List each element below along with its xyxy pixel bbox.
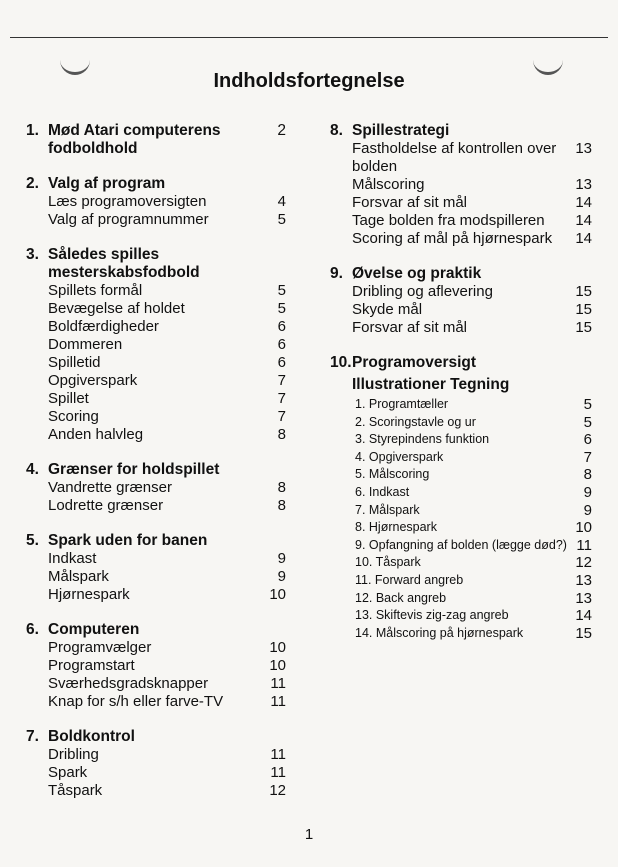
illustration-text: 12. Back angreb (355, 590, 447, 605)
entry-text: Forsvar af sit mål (352, 319, 468, 336)
toc-entry (26, 300, 286, 318)
entry-page: 9 (277, 568, 286, 585)
toc-section (26, 532, 286, 604)
illustration-text: 3. Styrepindens funktion (355, 432, 490, 447)
toc-section (330, 354, 592, 642)
entry-page: 4 (277, 193, 286, 210)
illustration-text: 2. Scoringstavle og ur (355, 414, 476, 429)
toc-entry (26, 211, 286, 229)
section-number: 8. (330, 122, 343, 139)
section-number: 5. (26, 532, 39, 549)
entry-page: 9 (277, 550, 286, 567)
entry-page: 7 (277, 408, 286, 425)
entry-text: Spark (48, 764, 88, 781)
illustration-page: 12 (575, 554, 592, 572)
entry-text: Indkast (48, 550, 97, 567)
entry-page: 11 (270, 746, 286, 763)
entry-page: 7 (277, 372, 286, 389)
illustration-page: 10 (575, 519, 592, 537)
illustration-text: 8. Hjørnespark (355, 520, 437, 535)
toc-section (26, 728, 286, 800)
section-page (568, 354, 592, 372)
illustration-page: 5 (583, 396, 592, 413)
illustration-page: 15 (575, 624, 592, 642)
toc-section (26, 246, 286, 444)
toc-entry (26, 586, 286, 604)
section-page (262, 621, 286, 639)
entry-page: 12 (269, 782, 286, 799)
entry-text: Programstart (48, 657, 135, 674)
toc-entry (26, 550, 286, 568)
toc-section (26, 461, 286, 515)
section-page (262, 728, 286, 746)
toc-entry (26, 782, 286, 800)
entry-page: 15 (575, 283, 592, 300)
entry-page: 6 (277, 336, 286, 353)
section-heading (26, 728, 286, 746)
section-heading (26, 532, 286, 550)
toc-entry (26, 639, 286, 657)
illustration-text: 4. Opgiverspark (355, 449, 444, 464)
entry-text: Skyde mål (352, 301, 423, 318)
illustration-entry (330, 519, 592, 537)
entry-text: Spilletid (48, 354, 101, 371)
section-heading (26, 122, 286, 158)
toc-entry (330, 230, 592, 248)
section-number: 4. (26, 461, 39, 478)
entry-text: Knap for s/h eller farve-TV (48, 693, 224, 710)
entry-text: Sværhedsgradsknapper (48, 675, 209, 692)
toc-entry (330, 301, 592, 319)
section-title: Således spilles mesterskabsfodbold (48, 246, 200, 281)
illustration-text: 9. Opfangning af bolden (lægge død?) (355, 537, 567, 552)
entry-page: 7 (277, 390, 286, 407)
illustration-page: 5 (583, 413, 592, 431)
illustration-page: 13 (575, 589, 592, 607)
toc-entry (330, 194, 592, 212)
section-number: 3. (26, 246, 39, 263)
illustration-entry (330, 414, 592, 432)
illustration-text: 10. Tåspark (355, 555, 421, 570)
entry-page: 11 (270, 693, 286, 710)
entry-page: 13 (575, 176, 592, 193)
toc-entry (26, 408, 286, 426)
illustrations-title: Illustrationer Tegning (352, 376, 510, 393)
entry-page: 13 (575, 140, 592, 157)
toc-section (26, 621, 286, 711)
entry-text: Lodrette grænser (48, 497, 164, 514)
illustration-entry (330, 484, 592, 502)
illustration-text: 7. Målspark (355, 502, 420, 517)
illustrations-heading (330, 376, 592, 394)
illustration-entry (330, 537, 592, 555)
entry-text: Opgiverspark (48, 372, 138, 389)
illustration-page: 13 (575, 571, 592, 589)
section-number: 7. (26, 728, 39, 745)
section-page (568, 122, 592, 140)
entry-text: Læs programoversigten (48, 193, 207, 210)
section-title: Grænser for holdspillet (48, 461, 220, 478)
toc-entry (26, 675, 286, 693)
section-number: 2. (26, 175, 39, 192)
entry-page: 10 (269, 657, 286, 674)
toc-entry (26, 568, 286, 586)
section-title: Øvelse og praktik (352, 265, 482, 282)
entry-page: 6 (277, 318, 286, 335)
toc-entry (26, 336, 286, 354)
illustrations-list (330, 396, 592, 642)
entry-page: 8 (277, 426, 286, 443)
section-number: 10. (330, 354, 352, 371)
illustration-page: 9 (583, 501, 592, 519)
entry-text: Målspark (48, 568, 109, 585)
section-title: Spark uden for banen (48, 532, 208, 549)
toc-entry (26, 479, 286, 497)
toc-entry (26, 318, 286, 336)
entry-text: Forsvar af sit mål (352, 194, 468, 211)
entry-text: Scoring (48, 408, 99, 425)
entry-page: 5 (277, 211, 286, 228)
entry-text: Målscoring (352, 176, 425, 193)
entry-text: Boldfærdigheder (48, 318, 159, 335)
illustration-text: 14. Målscoring på hjørnespark (355, 625, 524, 640)
toc-section (26, 122, 286, 158)
entry-page: 5 (277, 300, 286, 317)
entry-page: 14 (575, 194, 592, 211)
illustration-text: 13. Skiftevis zig-zag angreb (355, 608, 509, 623)
section-title: Boldkontrol (48, 728, 135, 745)
entry-page: 6 (277, 354, 286, 371)
entry-page: 10 (269, 639, 286, 656)
illustration-entry (330, 590, 592, 608)
entry-text: Dribling og aflevering (352, 283, 493, 300)
toc-entry (26, 497, 286, 515)
section-heading (26, 621, 286, 639)
section-heading (330, 122, 592, 140)
entry-page: 14 (575, 230, 592, 247)
entry-page: 8 (277, 479, 286, 496)
illustration-entry (330, 607, 592, 625)
entry-page: 10 (269, 586, 286, 603)
illustration-page: 14 (575, 607, 592, 625)
section-title: Programoversigt (352, 354, 477, 371)
entry-text: Dribling (48, 746, 99, 763)
toc-entry (330, 319, 592, 337)
illustration-page: 7 (583, 448, 592, 466)
page-number: 1 (304, 826, 314, 843)
toc-section (330, 122, 592, 248)
section-page (568, 265, 592, 283)
entry-text: Fastholdelse af kontrollen over bolden (352, 140, 557, 175)
toc-entry (26, 693, 286, 711)
section-heading (26, 246, 286, 282)
entry-text: Dommeren (48, 336, 123, 353)
entry-text: Spillet (48, 390, 89, 407)
illustration-page: 8 (583, 466, 592, 484)
section-page (262, 246, 286, 282)
toc-entry (330, 176, 592, 194)
entry-text: Bevægelse af holdet (48, 300, 185, 317)
toc-entry (26, 657, 286, 675)
entry-text: Vandrette grænser (48, 479, 172, 496)
entry-page: 15 (575, 319, 592, 336)
toc-left-column (26, 122, 286, 817)
entry-page: 15 (575, 301, 592, 318)
toc-entry (330, 212, 592, 230)
illustration-entry (330, 502, 592, 520)
entry-page: 5 (277, 282, 286, 299)
top-rule (10, 37, 608, 38)
section-title: Spillestrategi (352, 122, 450, 139)
section-title: Valg af program (48, 175, 166, 192)
entry-text: Tåspark (48, 782, 103, 799)
toc-section (330, 265, 592, 337)
entry-text: Programvælger (48, 639, 152, 656)
section-title: Mød Atari computerens fodboldhold (48, 122, 221, 157)
entry-text: Spillets formål (48, 282, 143, 299)
section-number: 6. (26, 621, 39, 638)
illustration-entry (330, 572, 592, 590)
illustration-entry (330, 449, 592, 467)
toc-entry (26, 282, 286, 300)
section-page: 2 (277, 122, 286, 139)
illustration-entry (330, 554, 592, 572)
entry-page: 8 (277, 497, 286, 514)
entry-text: Hjørnespark (48, 586, 130, 603)
toc-entry (26, 193, 286, 211)
illustration-entry (330, 396, 592, 414)
illustration-text: 11. Forward angreb (355, 572, 464, 587)
entry-page: 11 (270, 675, 286, 692)
section-heading (330, 265, 592, 283)
section-number: 9. (330, 265, 343, 282)
section-page (262, 175, 286, 193)
illustration-text: 6. Indkast (355, 484, 410, 499)
toc-right-column (330, 122, 592, 642)
section-heading (26, 461, 286, 479)
toc-entry (26, 372, 286, 390)
illustration-page: 11 (576, 536, 592, 554)
toc-entry (26, 354, 286, 372)
toc-entry (330, 283, 592, 301)
section-title: Computeren (48, 621, 140, 638)
illustration-entry (330, 431, 592, 449)
entry-text: Valg af programnummer (48, 211, 209, 228)
entry-text: Anden halvleg (48, 426, 144, 443)
illustration-text: 5. Målscoring (355, 467, 430, 482)
entry-text: Scoring af mål på hjørnespark (352, 230, 553, 247)
toc-entry (330, 140, 592, 176)
illustration-entry (330, 466, 592, 484)
illustration-text: 1. Programtæller (355, 397, 449, 411)
section-heading (26, 175, 286, 193)
illustration-page: 6 (583, 431, 592, 449)
section-number: 1. (26, 122, 39, 139)
toc-entry (26, 426, 286, 444)
entry-page: 11 (270, 764, 286, 781)
entry-page: 14 (575, 212, 592, 229)
toc-section (26, 175, 286, 229)
illustration-page: 9 (583, 483, 592, 501)
page-title: Indholdsfortegnelse (213, 70, 405, 92)
section-heading (330, 354, 592, 372)
illustration-entry (330, 625, 592, 643)
section-page (262, 461, 286, 479)
toc-entry (26, 746, 286, 764)
toc-entry (26, 390, 286, 408)
section-page (262, 532, 286, 550)
entry-text: Tage bolden fra modspilleren (352, 212, 545, 229)
toc-entry (26, 764, 286, 782)
